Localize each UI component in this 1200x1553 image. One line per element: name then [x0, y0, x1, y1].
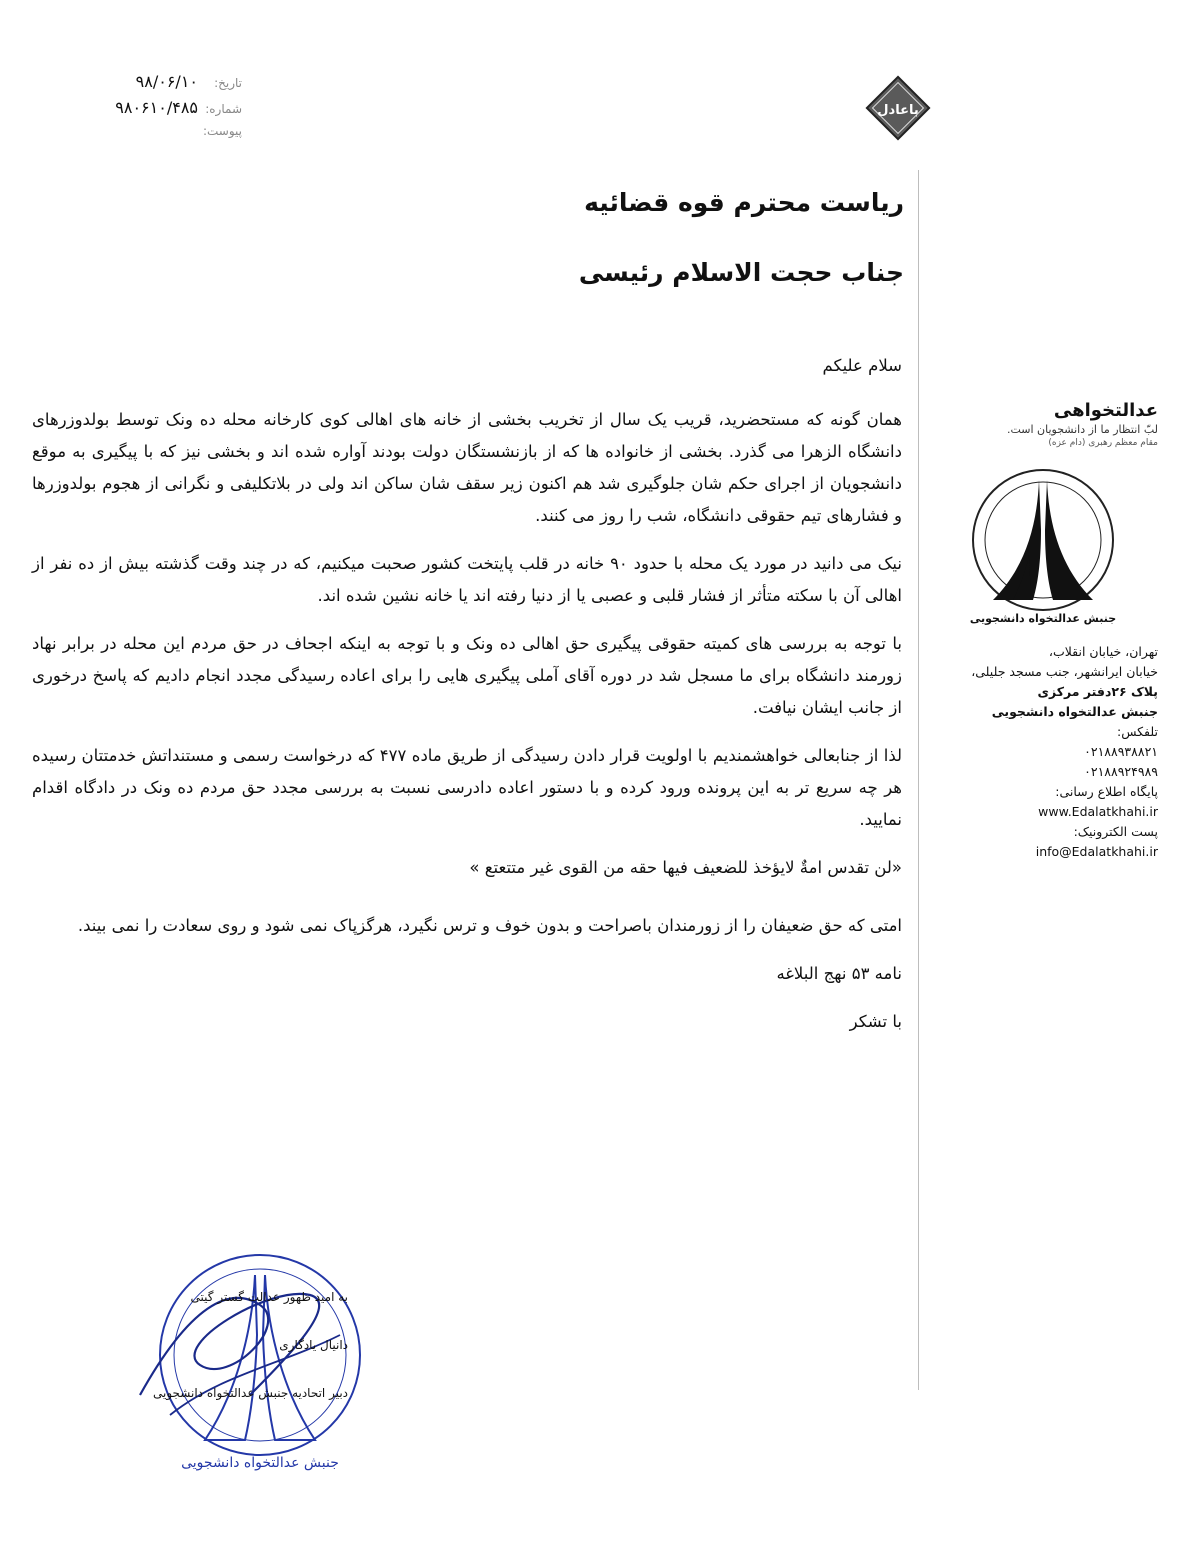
- brand-quote: لبّ انتظار ما از دانشجویان است.: [1006, 423, 1158, 436]
- brand-name: عدالتخواهی: [1053, 400, 1158, 421]
- phone-number: ۰۲۱۸۸۹۲۴۹۸۹: [1084, 764, 1158, 779]
- body-paragraph: امتی که حق ضعیفان را از زورمندان باصراحت و بدون خوف و ترس نگیرد، هرگزپاک نمی شود و روی سعادت را نمی بیند.: [77, 916, 902, 935]
- address-line: تهران، خیابان انقلاب،: [1048, 644, 1158, 659]
- salutation: سلام علیکم: [822, 356, 902, 375]
- signer-name: دانیال یادگاری: [279, 1338, 348, 1352]
- date-row: [72, 72, 242, 98]
- address-line: جنبش عدالتخواه دانشجویی: [991, 704, 1158, 719]
- email-link[interactable]: info@Edalatkhahi.ir: [1035, 844, 1158, 859]
- attachment-row: [72, 124, 242, 150]
- attachment-label: پیوست:: [202, 124, 242, 138]
- number-value: ۹۸۰۶۱۰/۴۸۵: [115, 98, 198, 117]
- quote-source: نامه ۵۳ نهج البلاغه: [776, 964, 902, 983]
- signature-text: [108, 1290, 348, 1434]
- body-paragraph: نیک می دانید در مورد یک محله با حدود ۹۰ خانه در قلب پایتخت کشور صحبت میکنیم، که در چند وقت گذشته بیش از ده نفر از اهالی آن با سکته متأثر از فشار قلبی و عصبی یا از دنیا رفته اند یا خانه نشین شده اند.: [32, 554, 903, 605]
- body-paragraph: با توجه به بررسی های کمیته حقوقی پیگیری حق اهالی ده ونک و با توجه به اینکه اجحاف در حق مردم این محله در برابر نهاد زورمند دانشگاه برای ما مسجل شد در دوره آقای آملی پیگیری هایی را برای اعاده رسیدگی مجدد انجام دادیم که پاسخ درخوری از جانب ایشان نیافت.: [32, 634, 902, 717]
- stamp-caption: جنبش عدالتخواه دانشجویی: [181, 1455, 339, 1471]
- letterhead-sidebar: [928, 400, 1158, 862]
- badge-logo: [862, 72, 934, 144]
- signer-title: دبیر اتحادیه جنبش عدالتخواه دانشجویی: [153, 1386, 348, 1400]
- signature-motto: به امید ظهور عدالت گستر گیتی: [190, 1290, 348, 1304]
- email-label: پست الکترونیک:: [1073, 824, 1158, 839]
- address-line: پلاک ۲۶دفتر مرکزی: [1037, 684, 1158, 699]
- closing: با تشکر: [849, 1012, 902, 1031]
- website-link[interactable]: www.Edalatkhahi.ir: [1038, 804, 1158, 819]
- letter-meta: [72, 72, 242, 150]
- website-label: پایگاه اطلاع رسانی:: [1055, 784, 1158, 799]
- recipient-name: جناب حجت الاسلام رئیسی: [578, 258, 904, 287]
- contact-info: [928, 642, 1158, 862]
- date-label: تاریخ:: [214, 76, 242, 90]
- address-line: خیابان ایرانشهر، جنب مسجد جلیلی،: [971, 664, 1158, 679]
- emblem-logo: [953, 460, 1133, 630]
- badge-text: باعادل: [877, 103, 919, 118]
- letter-body: [32, 350, 902, 1054]
- number-row: [72, 98, 242, 124]
- recipient-title: ریاست محترم قوه قضائیه: [584, 188, 904, 217]
- hadith-quote: «لن تقدس امةٌ لایؤخذ للضعیف فیها حقه من القوی غیر متتعتع »: [469, 858, 902, 877]
- brand-quote-source: مقام معظم رهبری (دام عزه): [1048, 438, 1158, 448]
- body-paragraph: لذا از جنابعالی خواهشمندیم با اولویت قرار دادن رسیدگی از طریق ماده ۴۷۷ که درخواست رسمی و مستنداتش خدمتتان رسیده هر چه سریع تر به این پرونده ورود کرده و با دستور اعاده دادرسی نسبت به بررسی مجدد حق مردم ده ونک در دادگاه اقدام نمایید.: [32, 746, 903, 829]
- vertical-divider: [918, 170, 919, 1390]
- emblem-caption: جنبش عدالتخواه دانشجویی: [969, 612, 1117, 625]
- body-paragraph: همان گونه که مستحضرید، قریب یک سال از تخریب بخشی از خانه های اهالی کوی کارخانه محله ده ونک توسط بولدوزرهای دانشگاه الزهرا می گذرد. بخشی از خانواده ها که از بازنشستگان دولت بودند آواره شده اند و بخشی نیز که با پیگیری به موقع دانشجویان از اجرای حکم شان جلوگیری شد هم اکنون زیر سقف شان ساکن اند ولی در بلاتکلیفی و نگرانی از هجوم بولدوزرها و فشارهای تیم حقوقی دانشگاه، شب را روز می کنند.: [32, 410, 902, 525]
- phone-label: تلفکس:: [1117, 724, 1158, 739]
- phone-number: ۰۲۱۸۸۹۳۸۸۲۱: [1084, 744, 1158, 759]
- number-label: شماره:: [205, 102, 242, 116]
- date-value: ۹۸/۰۶/۱۰: [135, 72, 198, 91]
